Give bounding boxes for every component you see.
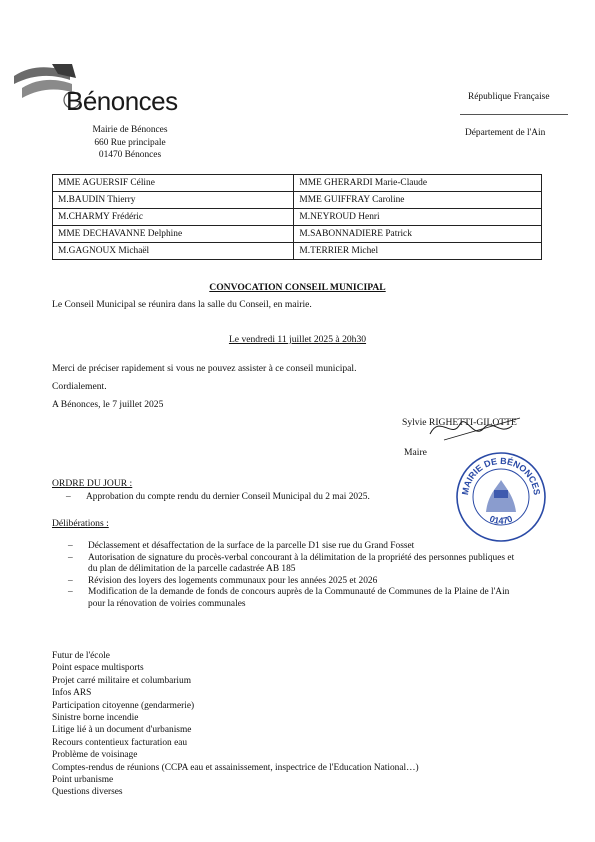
dash-bullet: – [68, 541, 73, 551]
document-title: CONVOCATION CONSEIL MUNICIPAL [209, 282, 386, 293]
members-table [52, 174, 542, 260]
svg-text:01470 [488, 514, 514, 526]
list-item [60, 541, 514, 553]
intro-text: Le Conseil Municipal se réunira dans la salle du Conseil, en mairie. [52, 299, 312, 310]
departement-label: Département de l'Ain [465, 128, 546, 138]
list-item: Questions diverses [52, 787, 123, 798]
mairie-address [60, 124, 200, 162]
signatory-name: Sylvie RIGHETTI-GILOTTE [402, 417, 517, 428]
stamp-bottom-text: 01470 [488, 513, 514, 526]
list-item: Problème de voisinage [52, 750, 138, 761]
place-date-text: A Bénonces, le 7 juillet 2025 [52, 399, 164, 410]
list-item: Point espace multisports [52, 663, 144, 674]
list-item-text: Révision des loyers des logements communaux pour les années 2025 et 2026 [88, 575, 378, 586]
dash-bullet: – [68, 575, 73, 586]
list-item [60, 553, 514, 576]
table-row [53, 243, 542, 260]
list-item: Participation citoyenne (gendarmerie) [52, 700, 195, 711]
list-item: Point urbanisme [52, 775, 114, 786]
table-row [53, 209, 542, 226]
list-item [60, 576, 514, 588]
list-item: Infos ARS [52, 688, 92, 699]
agenda-heading: ORDRE DU JOUR : [52, 478, 133, 489]
member-cell: MME AGUERSIF Céline [53, 175, 294, 192]
list-item-text: Approbation du compte rendu du dernier Conseil Municipal du 2 mai 2025. [86, 492, 370, 502]
list-item: Comptes-rendus de réunions (CCPA eau et assainissement, inspectrice de l'Education National…) [52, 762, 419, 773]
member-cell: MME GHERARDI Marie-Claude [294, 175, 542, 192]
member-cell: M.BAUDIN Thierry [53, 192, 294, 209]
deliberations-list [60, 541, 514, 611]
list-item: Litige lié à un document d'urbanisme [52, 725, 192, 736]
table-row [53, 175, 542, 192]
mairie-stamp [454, 450, 548, 544]
list-item-text: Déclassement et désaffectation de la surface de la parcelle D1 sise rue du Grand Fosset [88, 541, 415, 551]
table-row [53, 226, 542, 243]
other-items-list [52, 650, 419, 799]
dash-bullet: – [68, 552, 73, 563]
dash-bullet: – [66, 492, 71, 502]
list-item: Projet carré militaire et columbarium [52, 675, 192, 686]
list-item-text: Modification de la demande de fonds de concours auprès de la Communauté de Communes de la Plaine de l'Ain [88, 587, 510, 598]
list-item: Futur de l'école [52, 651, 110, 661]
member-cell: M.TERRIER Michel [294, 243, 542, 260]
approval-list [58, 492, 370, 504]
list-item-text: du plan de délimitation de la parcelle cadastrée AB 185 [88, 564, 296, 575]
republique-label: République Française [468, 92, 550, 102]
deliberations-heading: Délibérations : [52, 518, 109, 529]
address-line: 660 Rue principale [94, 137, 166, 148]
logo-text: Bénonces [66, 86, 178, 116]
member-cell: M.GAGNOUX Michaël [53, 243, 294, 260]
list-item: Recours contentieux facturation eau [52, 737, 188, 748]
address-line: Mairie de Bénonces [92, 125, 168, 135]
address-line: 01470 Bénonces [98, 150, 162, 160]
signatory-role: Maire [404, 447, 427, 458]
member-cell: MME DECHAVANNE Delphine [53, 226, 294, 243]
list-item-text: Autorisation de signature du procès-verbal concourant à la délimitation de la propriété des personnes publiques et [88, 552, 515, 563]
member-cell: M.SABONNADIERE Patrick [294, 226, 542, 243]
dash-bullet: – [68, 587, 73, 598]
meeting-date: Le vendredi 11 juillet 2025 à 20h30 [228, 334, 367, 345]
member-cell: MME GUIFFRAY Caroline [294, 192, 542, 209]
member-cell: M.CHARMY Frédéric [53, 209, 294, 226]
greeting-text: Cordialement. [52, 381, 107, 392]
table-row [53, 192, 542, 209]
list-item [60, 587, 514, 610]
stamp-top-text: MAIRIE DE BÉNONCES [459, 455, 543, 496]
list-item: Sinistre borne incendie [52, 713, 139, 724]
list-item-text: pour la rénovation de voiries communales [88, 598, 246, 609]
member-cell: M.NEYROUD Henri [294, 209, 542, 226]
signature [400, 410, 550, 450]
request-text: Merci de préciser rapidement si vous ne pouvez assister à ce conseil municipal. [52, 363, 357, 374]
header-divider [460, 114, 568, 115]
list-item [58, 492, 370, 504]
